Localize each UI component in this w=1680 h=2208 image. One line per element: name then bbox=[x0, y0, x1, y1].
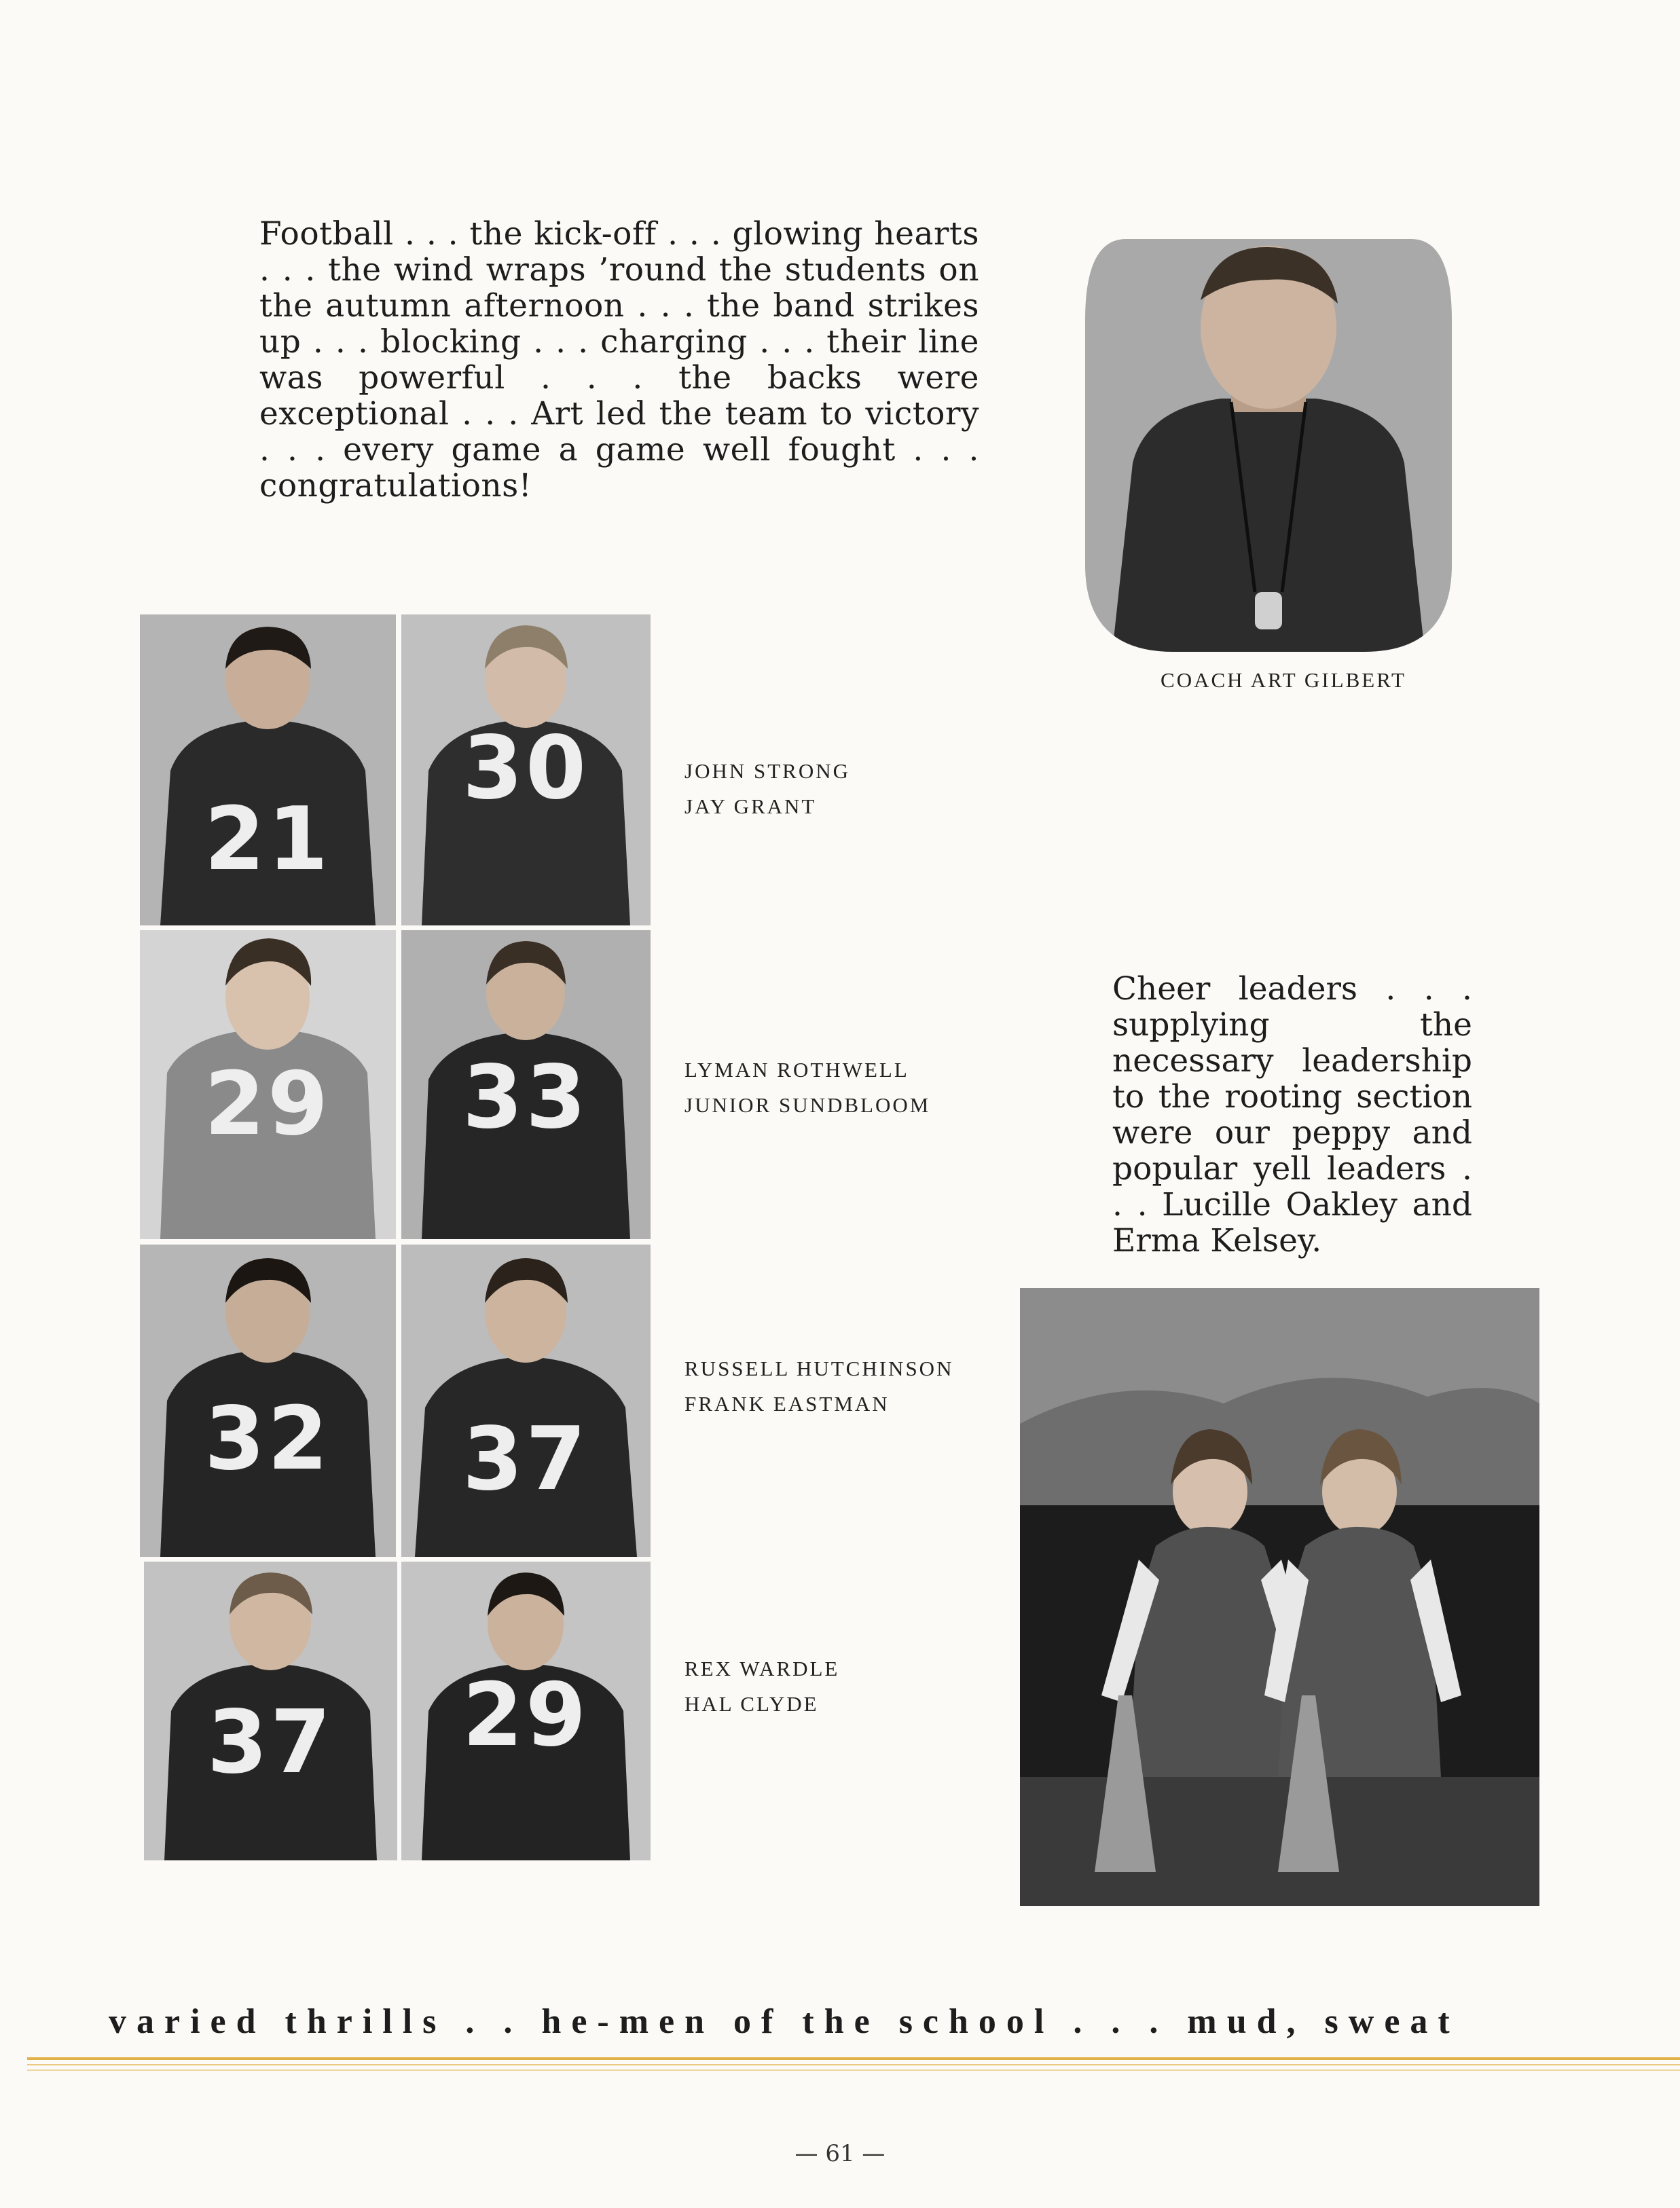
jersey-number: 32 bbox=[204, 1388, 331, 1490]
caption-line: JOHN STRONG bbox=[684, 759, 850, 783]
jersey-number: 29 bbox=[462, 1665, 589, 1766]
caption-line: REX WARDLE bbox=[684, 1657, 840, 1680]
player-figure bbox=[144, 1562, 397, 1860]
player-photo-2 bbox=[401, 614, 651, 925]
caption-line: RUSSELL HUTCHINSON bbox=[684, 1357, 954, 1380]
caption-line: JAY GRANT bbox=[684, 794, 817, 818]
jersey-number: 29 bbox=[204, 1054, 331, 1155]
coach-caption: COACH ART GILBERT bbox=[1161, 668, 1406, 692]
cheerleaders-figure bbox=[1020, 1288, 1539, 1906]
footer-rule bbox=[27, 2057, 1680, 2060]
player-photo-4 bbox=[401, 930, 651, 1239]
footer-rule bbox=[27, 2069, 1680, 2071]
name-caption-group-4 bbox=[684, 1651, 839, 1722]
jersey-number: 30 bbox=[462, 718, 589, 819]
jersey-number: 33 bbox=[462, 1047, 589, 1148]
caption-line: LYMAN ROTHWELL bbox=[684, 1058, 909, 1082]
coach-photo bbox=[1085, 239, 1452, 652]
coach-figure bbox=[1085, 239, 1452, 652]
player-figure bbox=[401, 614, 651, 925]
player-photo-8 bbox=[401, 1562, 651, 1860]
player-figure bbox=[140, 930, 396, 1239]
caption-line: FRANK EASTMAN bbox=[684, 1392, 890, 1416]
cheer-paragraph: Cheer leaders . . . supplying the necessary leadership to the rooting section were our peppy and popular yell leaders . . . Lucille Oakley and Erma Kelsey. bbox=[1112, 970, 1472, 1259]
jersey-number: 21 bbox=[204, 789, 331, 890]
name-caption-group-1 bbox=[684, 754, 850, 824]
player-photo-6 bbox=[401, 1245, 651, 1557]
intro-paragraph: Football . . . the kick-off . . . glowing hearts . . . the wind wraps ’round the students on the autumn afternoon . . . the band strikes up . . . blocking . . . charging . . . their line was powerful . . . the backs were exceptional . . . Art led the team to victory . . . every game a game well fought . . . congratulations! bbox=[259, 215, 979, 504]
player-photo-3 bbox=[140, 930, 396, 1239]
jersey-number: 37 bbox=[462, 1409, 589, 1510]
player-photo-7 bbox=[144, 1562, 397, 1860]
player-figure bbox=[140, 614, 396, 925]
player-figure bbox=[401, 1562, 651, 1860]
player-photo-1 bbox=[140, 614, 396, 925]
jersey-number: 37 bbox=[206, 1692, 334, 1793]
cheerleaders-photo bbox=[1020, 1288, 1539, 1906]
player-photo-5 bbox=[140, 1245, 396, 1557]
player-figure bbox=[140, 1245, 396, 1557]
caption-line: JUNIOR SUNDBLOOM bbox=[684, 1093, 931, 1117]
caption-line: HAL CLYDE bbox=[684, 1692, 819, 1716]
name-caption-group-2 bbox=[684, 1052, 930, 1123]
page-number: — 61 — bbox=[795, 2140, 885, 2167]
footer-phrase: varied thrills . . he-men of the school . . . mud, sweat bbox=[109, 2002, 1460, 2041]
footer-rule bbox=[27, 2064, 1680, 2065]
player-figure bbox=[401, 930, 651, 1239]
player-figure bbox=[401, 1245, 651, 1557]
